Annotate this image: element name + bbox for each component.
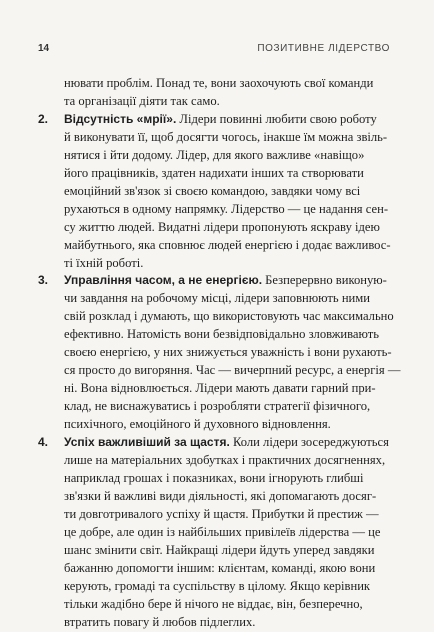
text-line: бажанню допомогти іншим: клієнтам, команді, якою вони (64, 560, 376, 575)
text-line: своєю енергією, у них знижується уважність і вони рухають- (64, 345, 392, 360)
list-item (38, 111, 398, 273)
text-line: клад, не виснажуватись і розробляти стратегії фізичного, (64, 399, 371, 414)
item-text: Лідери повинні любити свою роботу (176, 111, 377, 126)
text-line: ефективно. Натомість вони безвідповідально зловживають (64, 327, 380, 342)
text-line: емоційний зв'язок зі своєю командою, завдяки чому всі (64, 183, 361, 198)
text-line: та організації діяти так само. (64, 93, 220, 108)
text-line: зв'язки й важливі види діяльності, які допомагають досяг- (64, 488, 377, 503)
text-line: майбутнього, яка сповнює людей енергією і додає важливос- (64, 237, 391, 252)
item-number: 3. (38, 273, 49, 288)
text-line: й виконувати її, щоб досягти чогось, інакше їм можна звіль- (64, 129, 388, 144)
running-title: ПОЗИТИВНЕ ЛІДЕРСТВО (257, 43, 390, 54)
text-line: рухаються в одному напрямку. Лідерство — це надання сен- (64, 201, 389, 216)
item-heading: Управління часом, а не енергією. (64, 273, 263, 288)
text-line: шанс змінити світ. Найкращі лідери йдуть уперед завдяки (64, 542, 375, 557)
item-text: Безперервно виконую- (262, 273, 387, 288)
text-line: нювати проблім. Понад те, вони заохочують свої команди (64, 76, 374, 90)
text-line: його працівників, здатен надихати інших та створювати (64, 165, 364, 180)
item-first-line (38, 272, 398, 290)
item-heading: Відсутність «мрії». (64, 111, 177, 126)
text-line: чи завдання на робочому місці, лідери заповнюють ними (64, 291, 371, 306)
text-line: ті їхній роботі. (64, 255, 144, 270)
text-line: су життю людей. Видатні лідери пропонують яскраву ідею (64, 219, 380, 234)
list-item (38, 272, 401, 434)
text-line: ні. Вона відновлюється. Лідери мають давати гарний при- (64, 381, 376, 396)
item-text: Коли лідери зосереджуються (229, 435, 389, 450)
text-line: керують, громаді та суспільству в цілому. Якщо керівник (64, 578, 371, 593)
text-line: це добре, але один із найбільших привілеїв лідерства — це (64, 524, 381, 539)
body-text (38, 75, 401, 632)
item-first-line (38, 434, 398, 452)
text-line: втратить повагу й любов підлеглих. (64, 614, 256, 629)
item-number: 2. (38, 111, 49, 126)
text-line: свій розклад і думають, що використовують час максимально (64, 309, 394, 324)
item-heading: Успіх важливіший за щастя. (64, 435, 230, 450)
item-first-line (38, 111, 398, 129)
text-line: нятися і йти додому. Лідер, для якого важливе «навіщо» (64, 147, 365, 162)
text-line: ти довготривалого успіху й щастя. Прибутки й престиж — (64, 506, 379, 521)
text-line: наприклад грошах і показниках, вони ігнорують глибші (64, 470, 364, 485)
text-line: тільки жадібно бере й нічого не віддає, він, безперечно, (64, 596, 363, 611)
text-line: психічного, емоційного й духовного відновлення. (64, 417, 331, 432)
page-header (0, 0, 434, 60)
page-number: 14 (38, 43, 50, 54)
text-line: ся просто до вигоряння. Час — вичерпний ресурс, а енергія — (64, 363, 401, 378)
text-line: лише на матеріальних здобутках і практичних досягненнях, (64, 453, 386, 468)
list-item (38, 434, 398, 631)
item-number: 4. (38, 435, 49, 450)
